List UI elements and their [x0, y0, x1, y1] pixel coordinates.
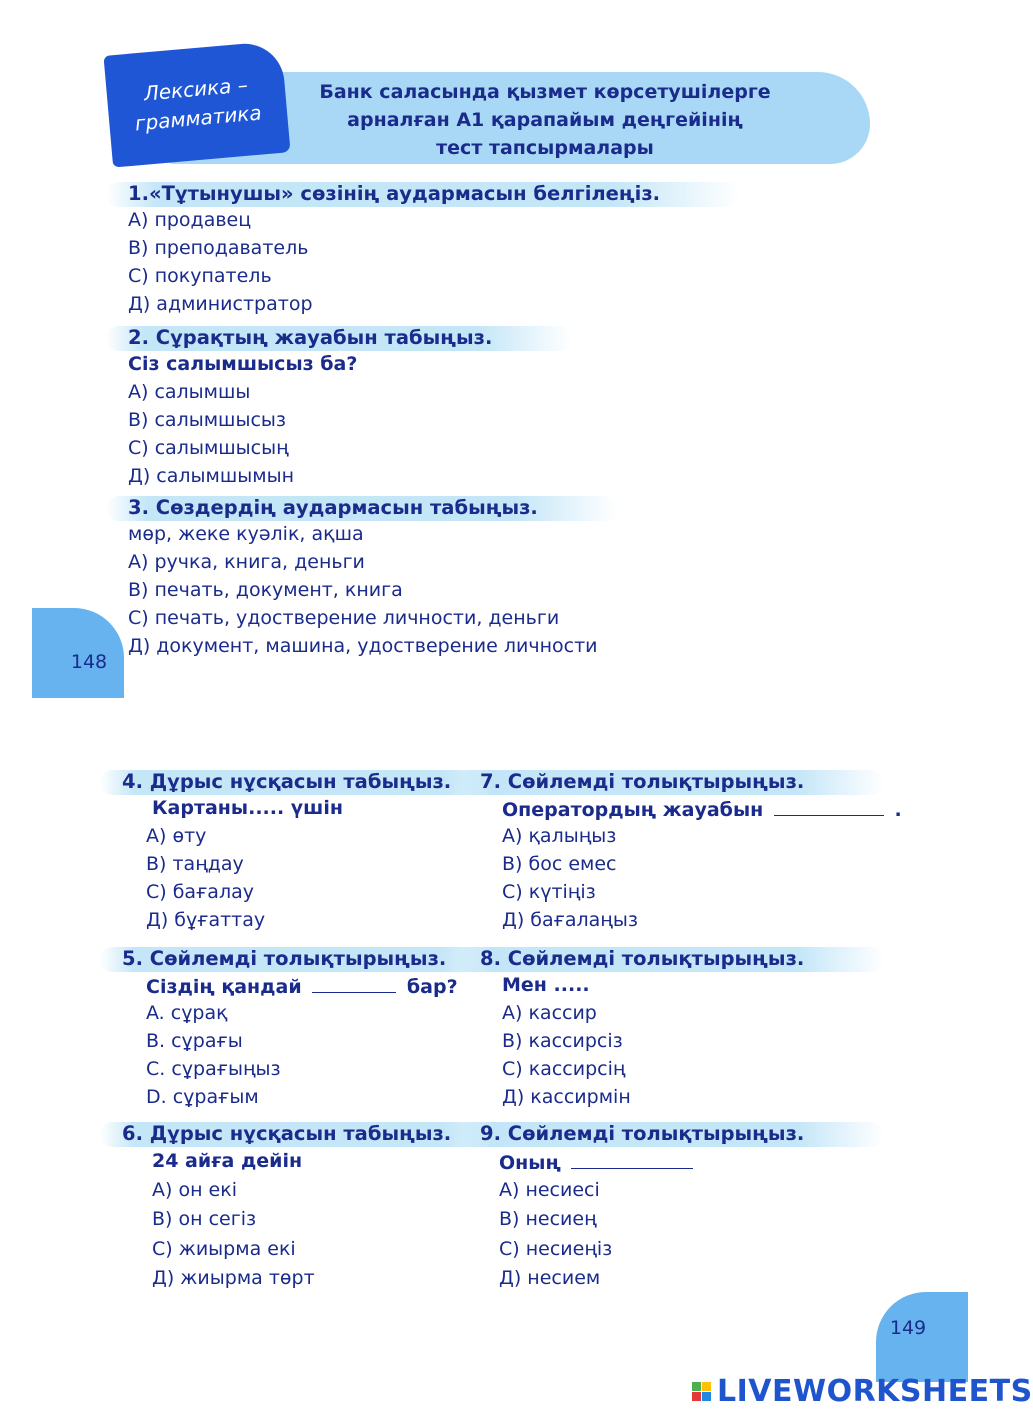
question-2-prompt: Сіз салымшысыз ба? — [128, 353, 358, 375]
page-number-left-text: 148 — [70, 651, 108, 673]
question-4-prompt: Картаны..... үшін — [152, 797, 344, 819]
question-5-prompt-start: Сіздің қандай — [146, 976, 302, 998]
question-5-prompt — [146, 974, 458, 998]
page-number-right-text: 149 — [889, 1317, 927, 1339]
liveworksheets-logo — [692, 1374, 1033, 1409]
question-1-title: 1.«Тұтынушы» сөзінің аудармасын белгілеңіз. — [128, 180, 680, 207]
page-number-right — [876, 1292, 968, 1382]
page-title-line2: арналған А1 қарапайым деңгейінің — [347, 109, 743, 131]
question-9-option-a: А) несиесі — [499, 1179, 600, 1201]
question-2-option-c: С) салымшысың — [128, 437, 289, 459]
question-2-title: 2. Сұрақтың жауабын табыңыз. — [128, 324, 512, 351]
question-1-option-a: А) продавец — [128, 209, 252, 231]
question-9-prompt — [499, 1150, 697, 1174]
question-1-option-c: С) покупатель — [128, 265, 272, 287]
question-6-prompt: 24 айға дейін — [152, 1150, 303, 1172]
question-4-option-d: Д) бұғаттау — [146, 909, 266, 931]
question-6-option-c: С) жиырма екі — [152, 1238, 296, 1260]
question-5-title: 5. Сөйлемді толықтырыңыз. — [122, 945, 466, 972]
question-7-prompt — [502, 797, 902, 821]
question-6-option-a: А) он екі — [152, 1179, 237, 1201]
page-title-line3: тест тапсырмалары — [436, 137, 654, 159]
question-7-option-b: В) бос емес — [502, 853, 617, 875]
question-5-option-d: D. сұрағым — [146, 1086, 259, 1108]
question-6-title: 6. Дұрыс нұсқасын табыңыз. — [122, 1120, 471, 1147]
question-4-option-a: А) өту — [146, 825, 207, 847]
question-2-option-a: А) салымшы — [128, 381, 251, 403]
question-3-option-a: А) ручка, книга, деньги — [128, 551, 365, 573]
question-9-title: 9. Сөйлемді толықтырыңыз. — [480, 1120, 824, 1147]
question-3-option-b: В) печать, документ, книга — [128, 579, 403, 601]
question-6-option-b: В) он сегіз — [152, 1208, 257, 1230]
question-4-option-b: В) таңдау — [146, 853, 244, 875]
question-8-option-c: С) кассирсің — [502, 1058, 626, 1080]
question-5-option-b: B. сұрағы — [146, 1030, 243, 1052]
question-8-option-b: В) кассирсіз — [502, 1030, 623, 1052]
question-5-option-a: A. сұрақ — [146, 1002, 228, 1024]
question-7-option-c: С) күтіңіз — [502, 881, 596, 903]
question-7-title: 7. Сөйлемді толықтырыңыз. — [480, 768, 824, 795]
question-1-option-d: Д) администратор — [128, 293, 313, 315]
question-9-option-c: С) несиеңіз — [499, 1238, 613, 1260]
question-4-title: 4. Дұрыс нұсқасын табыңыз. — [122, 768, 471, 795]
section-tag-line1: Лексика – — [142, 72, 249, 106]
question-7-prompt-start: Оператордың жауабын — [502, 799, 764, 821]
question-5-blank — [312, 974, 396, 993]
question-7-option-a: А) қалыңыз — [502, 825, 617, 847]
question-3-option-c: С) печать, удостверение личности, деньги — [128, 607, 560, 629]
question-8-option-d: Д) кассирмін — [502, 1086, 631, 1108]
question-8-option-a: А) кассир — [502, 1002, 597, 1024]
question-3-option-d: Д) документ, машина, удостверение личности — [128, 635, 598, 657]
question-7-blank — [774, 797, 884, 816]
question-5-option-c: C. сұрағыңыз — [146, 1058, 281, 1080]
question-5-prompt-end: бар? — [406, 976, 458, 998]
question-8-prompt: Мен ..... — [502, 974, 590, 996]
page-number-left — [32, 608, 124, 698]
question-9-prompt-start: Оның — [499, 1152, 561, 1174]
question-9-option-d: Д) несием — [499, 1267, 601, 1289]
question-2-option-d: Д) салымшымын — [128, 465, 295, 487]
page-title — [300, 78, 790, 162]
question-2-option-b: В) салымшысыз — [128, 409, 286, 431]
question-3-prompt: мөр, жеке куәлік, ақша — [128, 523, 364, 545]
question-4-option-c: С) бағалау — [146, 881, 254, 903]
question-1-option-b: В) преподаватель — [128, 237, 309, 259]
question-7-prompt-end: . — [894, 799, 902, 821]
question-7-option-d: Д) бағалаңыз — [502, 909, 638, 931]
question-8-title: 8. Сөйлемді толықтырыңыз. — [480, 945, 824, 972]
section-tag — [103, 40, 290, 167]
question-3-title: 3. Сөздердің аудармасын табыңыз. — [128, 494, 558, 521]
question-9-blank — [571, 1150, 693, 1169]
page-title-line1: Банк саласында қызмет көрсетушілерге — [319, 81, 771, 103]
section-tag-line2: грамматика — [133, 100, 263, 136]
liveworksheets-brand: LIVEWORKSHEETS — [717, 1374, 1033, 1409]
liveworksheets-mark-icon — [692, 1382, 711, 1401]
question-6-option-d: Д) жиырма төрт — [152, 1267, 315, 1289]
question-9-option-b: В) несиең — [499, 1208, 597, 1230]
